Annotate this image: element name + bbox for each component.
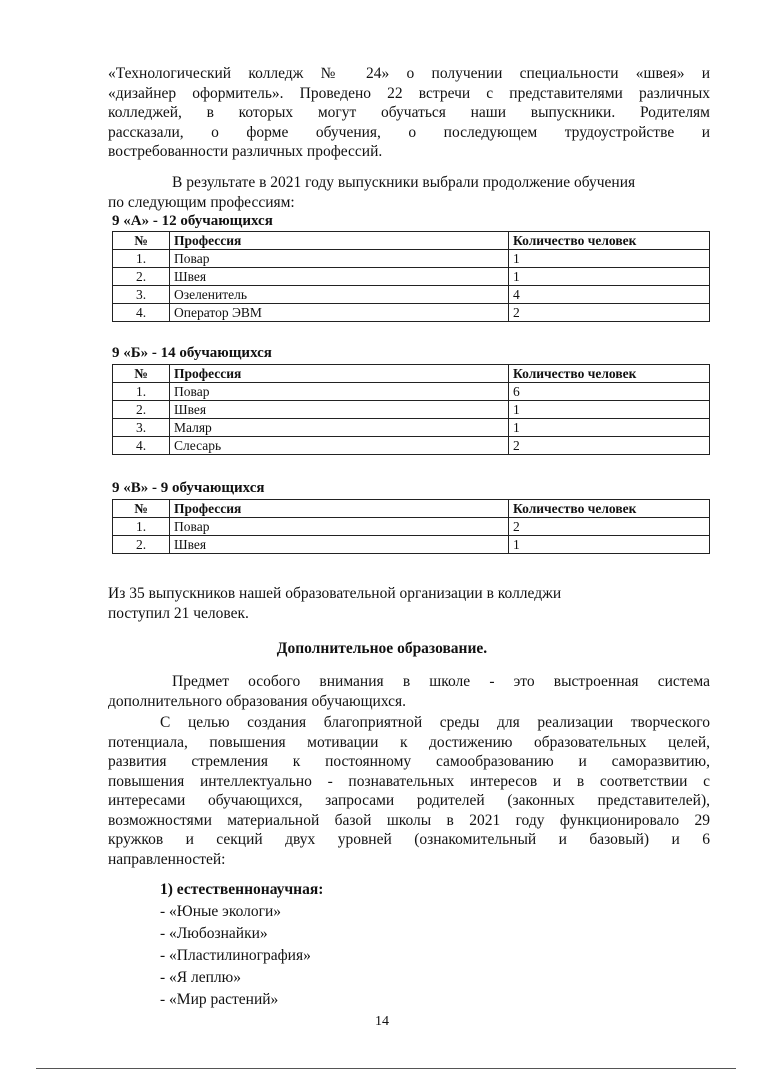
header-profession: Профессия <box>170 500 509 518</box>
direction-title: 1) естественнонаучная: <box>160 881 324 898</box>
cell-num: 2. <box>113 536 170 554</box>
cell-num: 1. <box>113 250 170 268</box>
cell-count: 1 <box>509 250 710 268</box>
cell-count: 2 <box>509 437 710 455</box>
table-row <box>113 383 710 401</box>
text-line: возможностями материальной базой школы в 2021 году функционировало 29 <box>108 811 710 829</box>
table-row <box>113 518 710 536</box>
text-line: поступил 21 человек. <box>108 604 249 622</box>
class-heading-9b: 9 «Б» - 14 обучающихся <box>112 345 272 361</box>
table-row <box>113 437 710 455</box>
table-header-row <box>113 232 710 250</box>
cell-num: 1. <box>113 383 170 401</box>
text-line: С целью создания благоприятной среды для реализации творческого <box>160 714 710 731</box>
class-heading-9a: 9 «А» - 12 обучающихся <box>112 213 273 229</box>
page-number: 14 <box>375 1014 389 1029</box>
header-count: Количество человек <box>509 365 710 383</box>
profession-table-9v <box>112 499 710 554</box>
table-row <box>113 304 710 322</box>
text-line: по следующим профессиям: <box>108 193 295 211</box>
cell-profession: Слесарь <box>170 437 509 455</box>
text-line: повышения интеллектуально - познавательных интересов и в соответствии с <box>108 772 710 790</box>
result-paragraph <box>108 173 710 212</box>
profession-table-9b <box>112 364 710 455</box>
text-line: востребованности различных профессий. <box>108 143 383 160</box>
cell-profession: Повар <box>170 518 509 536</box>
cell-num: 2. <box>113 401 170 419</box>
intro-paragraph <box>108 64 710 162</box>
list-item: - «Юные экологи» <box>160 903 282 920</box>
text-line: В результате в 2021 году выпускники выбрали продолжение обучения <box>172 174 636 191</box>
text-line: дополнительного образования обучающихся. <box>108 692 407 710</box>
text-line: Из 35 выпускников нашей образовательной организации в колледжи <box>108 585 562 602</box>
text-line: рассказали, о форме обучения, о последующем трудоустройстве и <box>108 123 710 141</box>
profession-table-9a <box>112 231 710 322</box>
list-item: - «Любознайки» <box>160 925 268 942</box>
list-item: - «Мир растений» <box>160 991 279 1008</box>
text-line: «дизайнер оформитель». Проведено 22 встречи с представителями различных <box>108 84 710 102</box>
table-row <box>113 268 710 286</box>
cell-num: 2. <box>113 268 170 286</box>
cell-profession: Маляр <box>170 419 509 437</box>
header-profession: Профессия <box>170 232 509 250</box>
text-line: колледжей, в которых могут обучаться наши выпускники. Родителям <box>108 104 710 121</box>
bottom-rule <box>36 1068 736 1069</box>
header-num: № <box>113 500 170 518</box>
cell-num: 4. <box>113 304 170 322</box>
list-item: - «Я леплю» <box>160 969 241 986</box>
cell-num: 3. <box>113 286 170 304</box>
subject-paragraph <box>108 672 710 711</box>
list-item: - «Пластилинография» <box>160 947 311 964</box>
text-line: интересами обучающихся, запросами родителей (законных представителей), <box>108 792 710 809</box>
text-line: кружков и секций двух уровней (ознакомительный и базовый) и 6 <box>108 831 710 848</box>
cell-profession: Швея <box>170 536 509 554</box>
cell-count: 2 <box>509 518 710 536</box>
header-count: Количество человек <box>509 232 710 250</box>
table-row <box>113 286 710 304</box>
cell-count: 6 <box>509 383 710 401</box>
goal-paragraph <box>108 713 710 869</box>
cell-profession: Повар <box>170 383 509 401</box>
header-num: № <box>113 365 170 383</box>
section-title: Дополнительное образование. <box>276 640 488 657</box>
cell-count: 4 <box>509 286 710 304</box>
cell-num: 3. <box>113 419 170 437</box>
cell-profession: Озеленитель <box>170 286 509 304</box>
header-profession: Профессия <box>170 365 509 383</box>
cell-count: 1 <box>509 401 710 419</box>
table-row <box>113 419 710 437</box>
cell-count: 1 <box>509 268 710 286</box>
table-header-row <box>113 500 710 518</box>
cell-profession: Швея <box>170 401 509 419</box>
cell-num: 4. <box>113 437 170 455</box>
cell-profession: Швея <box>170 268 509 286</box>
text-line: развития стремления к постоянному самообразованию и саморазвитию, <box>108 753 710 770</box>
text-line: направленностей: <box>108 850 226 868</box>
header-count: Количество человек <box>509 500 710 518</box>
direction-list <box>160 901 311 1011</box>
table-header-row <box>113 365 710 383</box>
text-line: «Технологический колледж № 24» о получении специальности «швея» и <box>108 65 710 82</box>
text-line: потенциала, повышения мотивации к достижению образовательных целей, <box>108 733 710 751</box>
summary-paragraph <box>108 584 710 623</box>
table-row <box>113 536 710 554</box>
cell-profession: Оператор ЭВМ <box>170 304 509 322</box>
text-line: Предмет особого внимания в школе - это выстроенная система <box>172 673 710 690</box>
header-num: № <box>113 232 170 250</box>
class-heading-9v: 9 «В» - 9 обучающихся <box>112 480 265 496</box>
cell-profession: Повар <box>170 250 509 268</box>
cell-count: 1 <box>509 536 710 554</box>
table-row <box>113 250 710 268</box>
cell-count: 1 <box>509 419 710 437</box>
cell-count: 2 <box>509 304 710 322</box>
table-row <box>113 401 710 419</box>
cell-num: 1. <box>113 518 170 536</box>
